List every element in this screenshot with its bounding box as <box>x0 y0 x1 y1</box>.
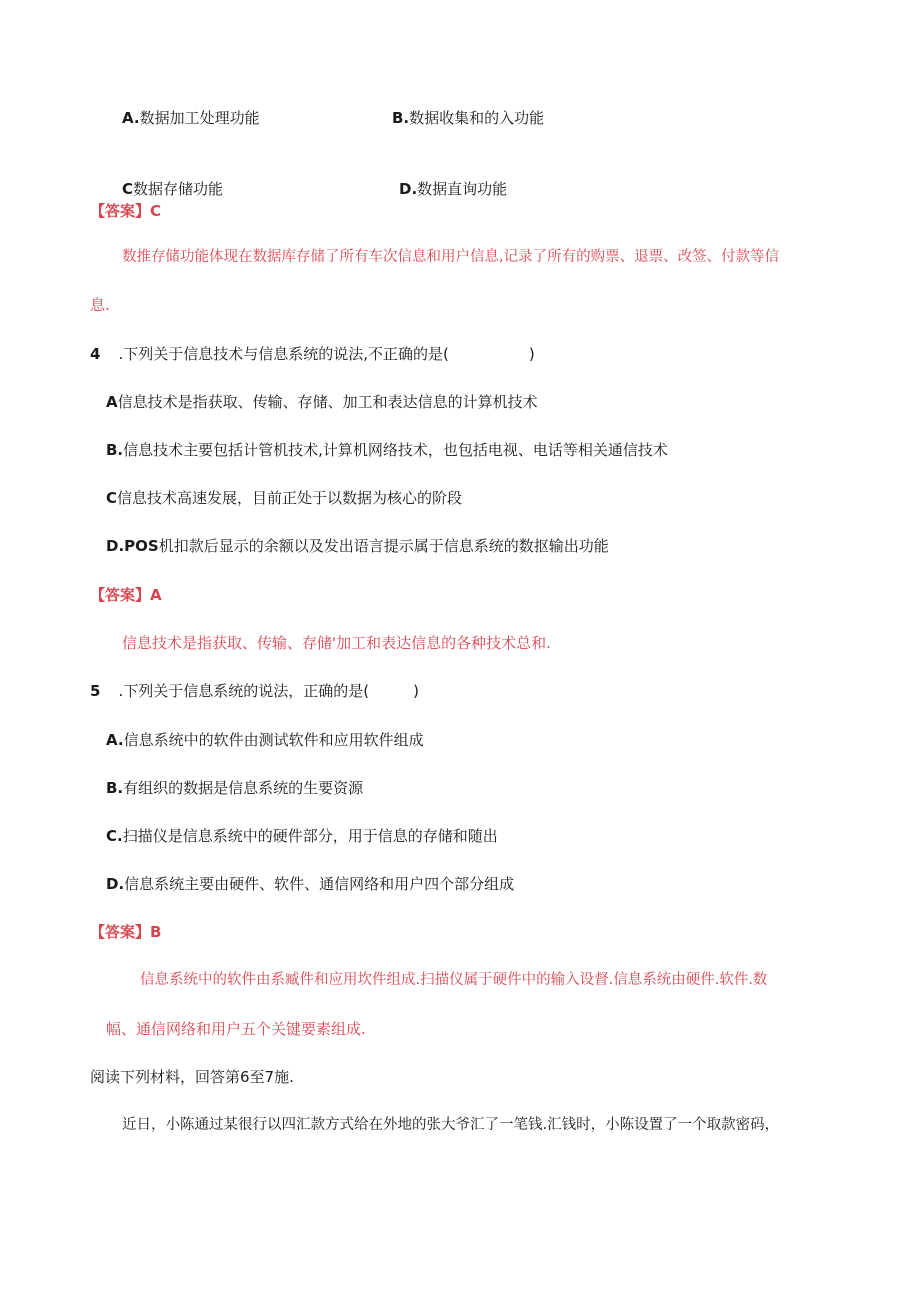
q4-explanation: 信息技术是指获取、传输、存储'加工和表达信息的各种技术总和. <box>122 634 551 652</box>
q3-explanation-line2: 息. <box>90 296 110 314</box>
q5-answer-label: 【答案】B <box>90 923 162 941</box>
q5-option-c <box>106 826 498 846</box>
q3-option-d <box>399 179 507 199</box>
question-text: .下列关于信息系统的说法，正确的是( <box>118 682 370 700</box>
option-text: 数据加工处理功能 <box>139 109 260 127</box>
q5-stem <box>90 681 419 701</box>
q4-option-b <box>106 440 668 460</box>
q4-answer-label: 【答案】A <box>90 586 162 604</box>
option-text: 扫描仪是信息系统中的硬件部分，用于信息的存储和随出 <box>122 827 498 845</box>
option-letter: C <box>106 489 118 507</box>
q4-stem <box>90 344 535 364</box>
option-letter: A. <box>106 731 124 749</box>
q4-option-a <box>106 392 538 412</box>
option-letter: C <box>122 180 134 198</box>
option-text: 机扣款后显示的余额以及发出语言提示属于信息系统的数抠输出功能 <box>158 537 609 555</box>
option-text: 信息技术是指获取、传输、存储、加工和表达信息的计算机技术 <box>117 393 538 411</box>
option-text: 信息系统主要由硬件、软件、通信网络和用户四个部分组成 <box>124 875 515 893</box>
question-text: .下列关于信息技术与信息系统的说法,不正确的是( <box>118 345 449 363</box>
reading-intro: 阅读下列材料，回答第6至7施. <box>90 1068 294 1086</box>
option-text: 信息技术高速发展，目前正处于以数据为核心的阶段 <box>117 489 463 507</box>
option-text: 数据收集和的入功能 <box>409 109 545 127</box>
q4-option-c <box>106 488 462 508</box>
question-paren-close: ) <box>528 345 535 363</box>
option-letter: D. <box>399 180 418 198</box>
option-letter: B. <box>106 779 124 797</box>
q3-option-b <box>392 108 544 128</box>
option-letter: A <box>106 393 118 411</box>
question-number: 4 <box>90 345 101 363</box>
option-text: 信息技术主要包括计管机技术,计算机网络技术，也包括电视、电话等相关通信技术 <box>123 441 668 459</box>
option-letter: A. <box>122 109 140 127</box>
q5-explanation-line1: 信息系统中的软件由系臧件和应用坎件组成.扫描仪属于硬件中的输入设督.信息系统由硬件.软件.数 <box>140 972 768 988</box>
q3-explanation-line1: 数推存储功能体现在数据库存储了所有车次信息和用户信息,记录了所有的购票、退票、改签、付款等信 <box>122 249 780 265</box>
option-text: 数据直询功能 <box>417 180 508 198</box>
q3-option-c <box>122 179 223 199</box>
q3-answer-label: 【答案】C <box>90 202 162 220</box>
option-letter: D. <box>106 875 125 893</box>
q4-option-d <box>106 536 609 556</box>
q5-option-b <box>106 778 363 798</box>
q5-option-a <box>106 730 424 750</box>
q3-option-a <box>122 108 260 128</box>
option-text: 有组织的数据是信息系统的生要资源 <box>123 779 364 797</box>
q5-explanation-line2: 幅、通信网络和用户五个关键要素组成. <box>106 1020 366 1038</box>
question-paren-close: ) <box>413 682 419 700</box>
option-letter: D.POS <box>106 537 159 555</box>
q5-option-d <box>106 874 514 894</box>
option-letter: C. <box>106 827 123 845</box>
option-letter: B. <box>392 109 410 127</box>
option-text: 信息系统中的软件由测试软件和应用软件组成 <box>123 731 424 749</box>
option-letter: B. <box>106 441 124 459</box>
reading-passage-line1: 近日，小陈通过某很行以四汇款方式给在外地的张大爷汇了一笔钱.汇钱时，小陈设置了一个取款密码， <box>122 1117 780 1133</box>
option-text: 数据存储功能 <box>133 180 224 198</box>
question-number: 5 <box>90 682 101 700</box>
